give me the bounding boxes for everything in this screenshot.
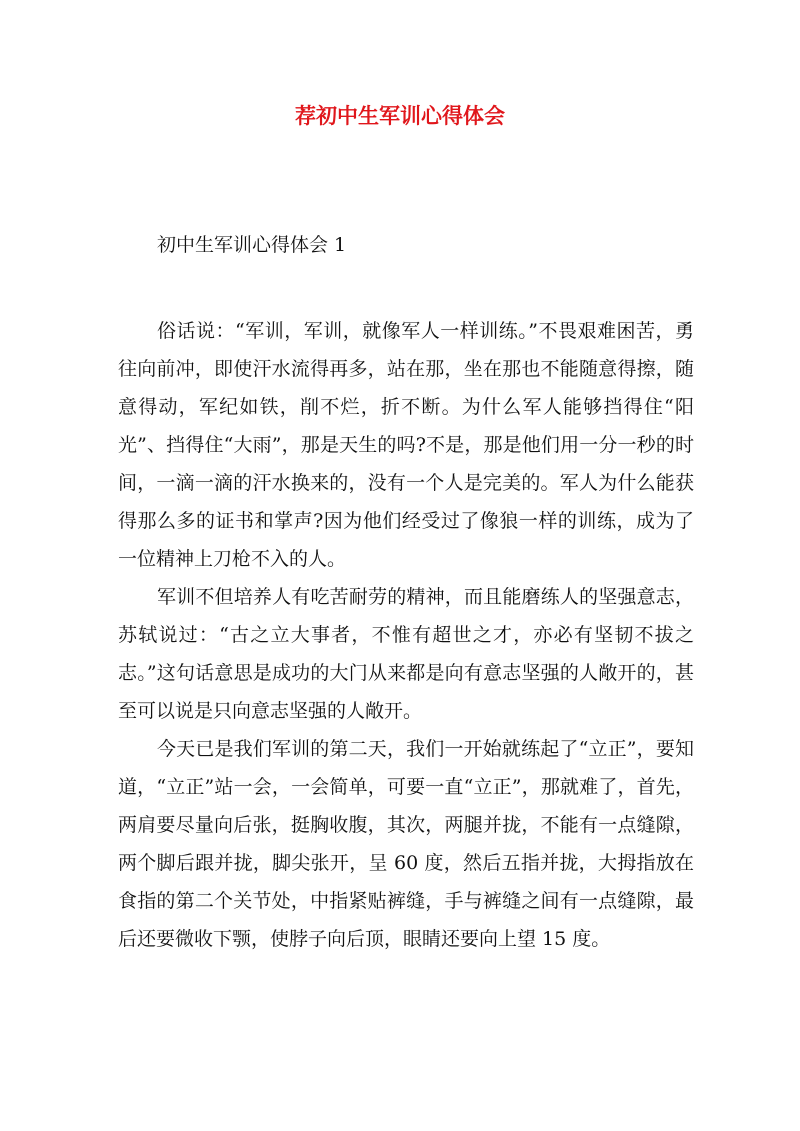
section-heading: 初中生军训心得体会 1 <box>157 234 347 256</box>
document-body <box>118 312 694 958</box>
paragraph: 俗话说：“军训，军训，就像军人一样训练。”不畏艰难困苦，勇往向前冲，即使汗水流得再多，站在那，坐在那也不能随意得擦，随意得动，军纪如铁，削不烂，折不断。为什么军人能够挡得住“阳光”、挡得住“大雨”，那是天生的吗?不是，那是他们用一分一秒的时间，一滴一滴的汗水换来的，没有一个人是完美的。军人为什么能获得那么多的证书和掌声?因为他们经受过了像狼一样的训练，成为了一位精神上刀枪不入的人。 <box>118 320 694 570</box>
paragraph: 军训不但培养人有吃苦耐劳的精神，而且能磨练人的坚强意志，苏轼说过：“古之立大事者，不惟有超世之才，亦必有坚韧不拔之志。”这句话意思是成功的大门从来都是向有意志坚强的人敞开的，甚至可以说是只向意志坚强的人敞开。 <box>118 586 694 722</box>
paragraph: 今天已是我们军训的第二天，我们一开始就练起了“立正”，要知道，“立正”站一会，一会简单，可要一直“立正”，那就难了，首先，两肩要尽量向后张，挺胸收腹，其次，两腿并拢，不能有一点缝隙，两个脚后跟并拢，脚尖张开，呈 60 度，然后五指并拢，大拇指放在食指的第二个关节处，中指紧贴裤缝，手与裤缝之间有一点缝隙，最后还要微收下颚，使脖子向后顶，眼睛还要向上望 15 度。 <box>118 738 694 950</box>
document-title: 荐初中生军训心得体会 <box>295 103 505 128</box>
